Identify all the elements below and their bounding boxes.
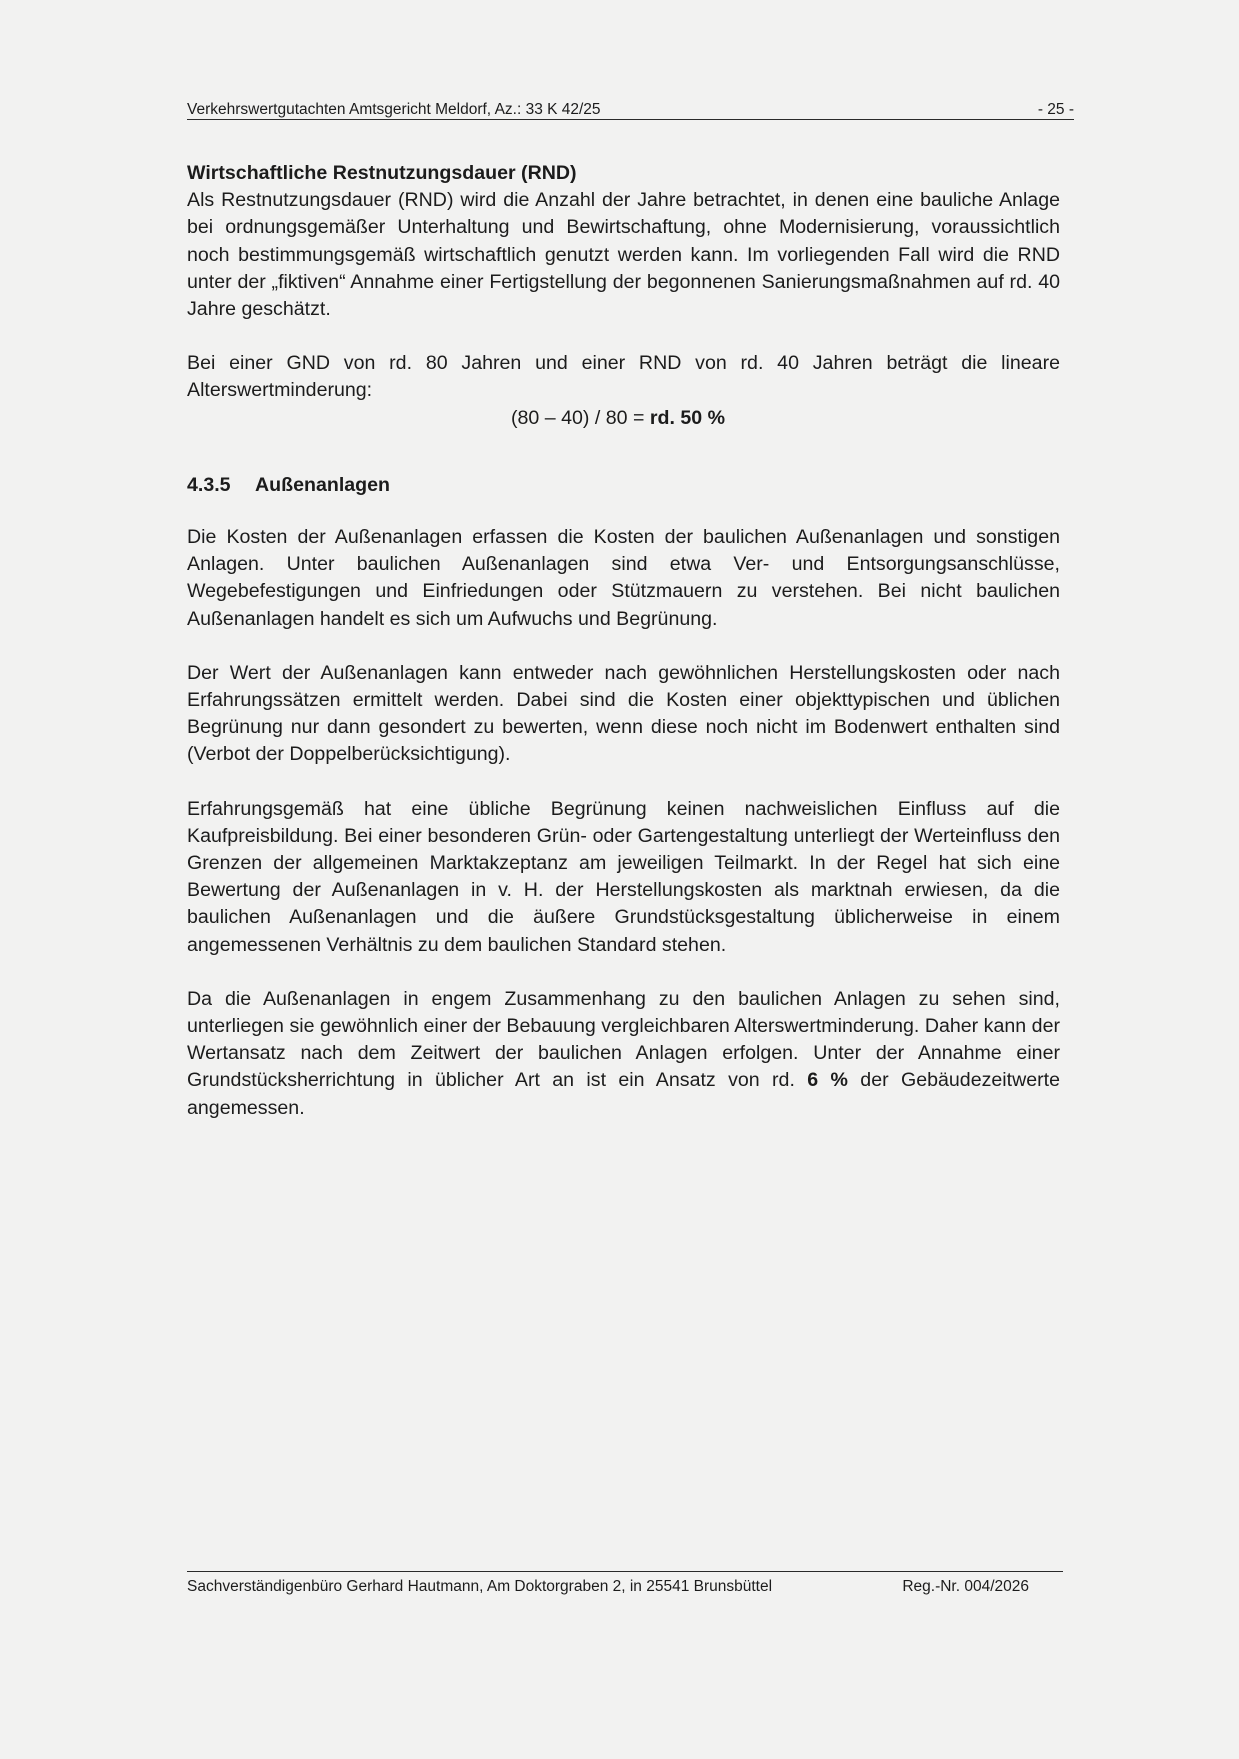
section-heading — [187, 472, 1060, 499]
calc-formula: (80 – 40) / 80 = — [511, 406, 650, 429]
section-paragraph-3: Erfahrungsgemäß hat eine übliche Begrünung keinen nachweislichen Einfluss auf die Kaufpreisbildung. Bei einer besonderen Grün- oder Gartengestaltung unterliegt der Werteinfluss den Grenzen der allgemeinen Marktakzeptanz am jeweiligen Teilmarkt. In der Regel hat sich eine Bewertung der Außenanlagen in v. H. der Herstellungskosten als marktnah erwiesen, da die baulichen Außenanlagen und die äußere Grundstücksgestaltung üblicherweise in einem angemessenen Verhältnis zu dem baulichen Standard stehen. — [187, 797, 1060, 956]
footer-office-address: Sachverständigenbüro Gerhard Hautmann, Am Doktorgraben 2, in 25541 Brunsbüttel — [187, 1578, 773, 1595]
footer-registration-number: Reg.-Nr. 004/2026 — [902, 1578, 1029, 1595]
main-content — [187, 160, 1060, 1122]
section-paragraph-2: Der Wert der Außenanlagen kann entweder nach gewöhnlichen Herstellungskosten oder nach Erfahrungssätzen ermittelt werden. Dabei sind die Kosten einer objekttypischen und üblichen Begrünung nur dann gesondert zu bewerten, wenn diese noch nicht im Bodenwert enthalten sind (Verbot der Doppelberücksichtigung). — [187, 661, 1060, 766]
rnd-paragraph: Als Restnutzungsdauer (RND) wird die Anzahl der Jahre betrachtet, in denen eine bauliche Anlage bei ordnungsgemäßer Unterhaltung und Bewirtschaftung, ohne Modernisierung, voraussichtlich noch bestimmungsgemäß wirtschaftlich genutzt werden kann. Im vorliegenden Fall wird die RND unter der „fiktiven“ Annahme einer Fertigstellung der begonnenen Sanierungsmaßnahmen auf rd. 40 Jahre geschätzt. — [187, 189, 1060, 321]
header-case-reference: Verkehrswertgutachten Amtsgericht Meldorf, Az.: 33 K 42/25 — [187, 101, 601, 118]
page-header — [187, 100, 1074, 120]
outdoor-rate-value: 6 % — [807, 1069, 848, 1092]
calc-result: rd. 50 % — [649, 406, 726, 429]
section-title: Außenanlagen — [255, 473, 390, 496]
section-number: 4.3.5 — [187, 473, 231, 496]
page-footer — [187, 1571, 1063, 1598]
section-paragraph-4-end: der Gebäudezeitwerte angemessen. — [187, 1069, 1061, 1119]
rnd-heading: Wirtschaftliche Restnutzungsdauer (RND) — [187, 162, 577, 184]
section-paragraph-1: Die Kosten der Außenanlagen erfassen die Kosten der baulichen Außenanlagen und sonstigen Anlagen. Unter baulichen Außenanlagen sind etwa Ver- und Entsorgungsanschlüsse, Wegebefestigungen und Einfriedungen oder Stützmauern zu verstehen. Bei nicht baulichen Außenanlagen handelt es sich um Aufwuchs und Begrünung. — [187, 526, 1060, 630]
section-paragraph-4 — [187, 986, 1060, 1122]
gnd-paragraph: Bei einer GND von rd. 80 Jahren und einer RND von rd. 40 Jahren beträgt die lineare Alterswertminderung: — [187, 352, 1060, 402]
header-page-number: - 25 - — [1037, 101, 1074, 118]
section-paragraph-4-text: Da die Außenanlagen in engem Zusammenhang zu den baulichen Anlagen zu sehen sind, unterliegen sie gewöhnlich einer der Bebauung vergleichbaren Alterswertminderung. Daher kann der Wertansatz nach dem Zeitwert der baulichen Anlagen erfolgen. Unter der Annahme einer Grundstücksherrichtung in üblicher Art an ist ein Ansatz von rd. — [187, 987, 1060, 1092]
depreciation-calculation — [187, 405, 1060, 432]
